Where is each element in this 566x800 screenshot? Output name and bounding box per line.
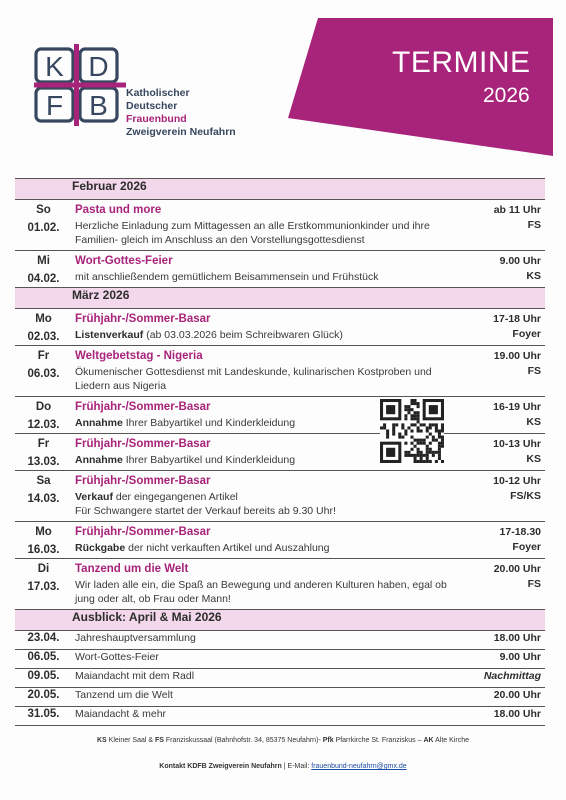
event-time: 10-12 Uhr [493,475,541,487]
event-title: Tanzend um die Welt [75,563,189,575]
legend-text: Alte Kirche [433,737,469,744]
event-date-cell [15,346,72,397]
organization-name: Katholischer Deutscher Frauenbund Zweigverein Neufahrn [126,87,236,138]
event-place: KS [526,416,541,428]
event-weekday: Fr [37,438,50,450]
event-date: 06.03. [27,368,60,380]
legend-abbr: Pfk [322,737,334,744]
event-row [15,309,545,346]
event-time: 10-13 Uhr [493,438,541,450]
outlook-date: 23.04. [15,631,72,650]
event-description: Für Schwangere startet der Verkauf bereits ab 9.30 Uhr! [75,505,336,517]
event-date-cell [15,471,72,522]
event-time: 16-19 Uhr [493,401,541,413]
legend-abbr: AK [423,737,434,744]
event-details [72,522,451,559]
outlook-title: Ausblick: April & Mai 2026 [72,610,545,631]
event-date-cell [15,434,72,471]
event-place: FS [527,219,541,231]
event-description: Rückgabe der nicht verkauften Artikel und Auszahlung [75,542,330,554]
outlook-event: Tanzend um die Welt [72,688,451,707]
month-header [15,179,545,200]
outlook-time: 18.00 Uhr [451,631,545,650]
event-title: Frühjahr-/Sommer-Basar [75,526,211,538]
qr-code[interactable] [380,399,444,463]
event-title: Wort-Gottes-Feier [75,255,173,267]
event-weekday: Do [35,401,52,413]
event-lead: Annahme [75,417,123,429]
event-details [72,251,451,288]
event-time: 9.00 Uhr [499,255,541,267]
event-title: Frühjahr-/Sommer-Basar [75,313,211,325]
event-date-cell [15,522,72,559]
event-description: Verkauf der eingegangenen Artikel [75,491,238,503]
event-time-place [451,200,545,251]
event-row [15,397,545,434]
event-place: KS [526,453,541,465]
event-description: mit anschließendem gemütlichem Beisammensein und Frühstück [75,271,379,283]
event-description: Annahme Ihrer Babyartikel und Kinderkleidung [75,417,296,429]
event-row [15,434,545,471]
event-time-place [451,346,545,397]
event-time-place [451,471,545,522]
event-description: Wir laden alle ein, die Spaß an Bewegung und anderen Kulturen haben, egal ob jung oder alt, ob Frau oder Mann! [75,579,447,605]
event-time: 20.00 Uhr [493,563,541,575]
event-details [72,471,451,522]
legend-abbr: FS [154,737,164,744]
banner-title: TERMINE [392,46,531,79]
event-date-cell [15,309,72,346]
event-time-place [451,559,545,610]
location-legend [0,737,566,744]
legend-text: Pfarrkirche St. Franziskus – [333,737,424,744]
event-details [72,559,451,610]
event-details [72,200,451,251]
event-row [15,522,545,559]
event-time-place [451,309,545,346]
month-header [15,288,545,309]
event-date: 17.03. [27,581,60,593]
event-time-place [451,251,545,288]
event-row [15,559,545,610]
event-weekday: Mo [35,526,52,538]
month-header [15,610,545,631]
event-time-place [451,434,545,471]
legend-text: Franziskussaal (Bahnhofstr. 34, 85375 Neufahrn)- [163,737,323,744]
event-weekday: Sa [36,475,51,487]
event-date: 04.02. [27,273,60,285]
event-row [15,200,545,251]
outlook-row [15,669,545,688]
logo-letter-f: F [45,90,64,121]
event-time-place [451,397,545,434]
outlook-row [15,650,545,669]
month-title: März 2026 [72,288,545,309]
event-row [15,346,545,397]
outlook-time: 18.00 Uhr [451,707,545,726]
outlook-time: 9.00 Uhr [451,650,545,669]
event-place: KS [526,270,541,282]
event-row [15,471,545,522]
banner-year: 2026 [483,84,530,107]
outlook-event: Maiandacht & mehr [72,707,451,726]
outlook-date: 06.05. [15,650,72,669]
event-lead: Verkauf [75,491,113,503]
contact-line: Kontakt KDFB Zweigverein Neufahrn | E-Mail: frauenbund-neufahrn@gmx.de [159,763,407,770]
event-date-cell [15,251,72,288]
event-description: Annahme Ihrer Babyartikel und Kinderkleidung [75,454,296,466]
event-time: 17-18 Uhr [493,313,541,325]
event-weekday: Mo [35,313,52,325]
legend-abbr: KS [96,737,107,744]
email-link[interactable]: frauenbund-neufahrn@gmx.de [311,763,407,770]
outlook-row [15,707,545,726]
outlook-event: Maiandacht mit dem Radl [72,669,451,688]
event-date: 13.03. [27,456,60,468]
outlook-event: Wort-Gottes-Feier [72,650,451,669]
outlook-row [15,688,545,707]
event-title: Frühjahr-/Sommer-Basar [75,401,211,413]
event-description: Ökumenischer Gottesdienst mit Landeskunde, kulinarischen Kostproben und Liedern aus Nigeria [75,366,432,392]
event-description: Herzliche Einladung zum Mittagessen an alle Erstkommunionkinder und ihre Familien- gleich im Anschluss an den Vorstellungsgottesdienst [75,220,430,246]
event-time: 19.00 Uhr [493,350,541,362]
event-place: FS [527,365,541,377]
outlook-time: 20.00 Uhr [451,688,545,707]
event-place: FS/KS [510,490,541,502]
event-weekday: So [36,204,51,216]
month-title: Februar 2026 [72,179,545,200]
event-lead: Listenverkauf [75,329,144,341]
event-place: Foyer [512,541,541,553]
event-date-cell [15,200,72,251]
outlook-time: Nachmittag [451,669,545,688]
legend-text: Kleiner Saal & [106,737,155,744]
outlook-row [15,631,545,650]
event-details [72,346,451,397]
logo-letter-d: D [88,51,109,82]
outlook-date: 09.05. [15,669,72,688]
event-details [72,309,451,346]
event-description: Listenverkauf (ab 03.03.2026 beim Schreibwaren Glück) [75,329,343,341]
event-title: Frühjahr-/Sommer-Basar [75,475,211,487]
event-weekday: Fr [37,350,50,362]
event-date: 16.03. [27,544,60,556]
event-place: Foyer [512,328,541,340]
schedule-table [15,178,545,726]
outlook-date: 31.05. [15,707,72,726]
event-date: 12.03. [27,419,60,431]
logo-letter-k: K [45,51,64,82]
event-date-cell [15,559,72,610]
event-date-cell [15,397,72,434]
event-date: 02.03. [27,331,60,343]
event-title: Frühjahr-/Sommer-Basar [75,438,211,450]
event-row [15,251,545,288]
event-place: FS [527,578,541,590]
event-date: 14.03. [27,493,60,505]
event-title: Weltgebetstag - Nigeria [75,350,203,362]
event-weekday: Mi [37,255,50,267]
logo-letter-b: B [89,90,108,121]
event-time: 17-18.30 [499,526,541,538]
event-weekday: Di [37,563,50,575]
event-lead: Annahme [75,454,123,466]
event-lead: Rückgabe [75,542,126,554]
outlook-date: 20.05. [15,688,72,707]
event-time-place [451,522,545,559]
event-time: ab 11 Uhr [493,204,541,216]
outlook-event: Jahreshauptversammlung [72,631,451,650]
event-date: 01.02. [27,222,60,234]
event-title: Pasta und more [75,204,162,216]
kdfb-logo [34,44,126,126]
